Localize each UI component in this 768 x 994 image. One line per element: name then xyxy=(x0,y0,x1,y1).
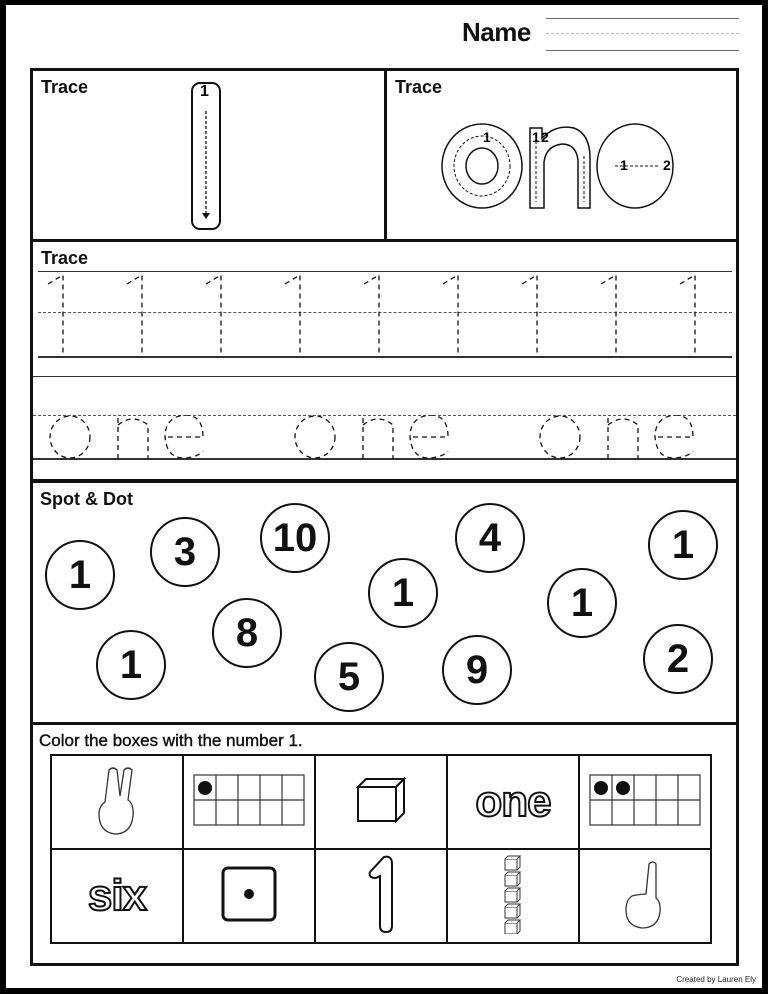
color-box-two-fingers[interactable] xyxy=(51,755,183,849)
two-fingers-hand-icon xyxy=(95,764,139,836)
stroke-label-o: 1 xyxy=(483,129,491,145)
stroke-label-n2: 2 xyxy=(541,129,549,145)
spot-and-dot-label: Spot & Dot xyxy=(40,489,133,509)
number-circle[interactable]: 1 xyxy=(547,568,617,638)
word-one-trace-icon[interactable] xyxy=(437,116,677,216)
number-circle[interactable]: 5 xyxy=(314,642,384,712)
color-box-cube-tower[interactable] xyxy=(447,849,579,943)
die-one-pip-icon xyxy=(221,866,277,922)
word-row-topline xyxy=(33,376,736,377)
number-row-baseline[interactable] xyxy=(38,356,732,358)
number-circle[interactable]: 4 xyxy=(455,503,525,573)
number-circle[interactable]: 10 xyxy=(260,503,330,573)
number-circle[interactable]: 1 xyxy=(45,540,115,610)
five-cube-tower-icon xyxy=(503,854,523,934)
number-circle[interactable]: 8 xyxy=(212,598,282,668)
color-boxes-grid xyxy=(50,754,712,944)
numeral-one-outline-icon xyxy=(366,854,396,934)
color-box-single-cube[interactable] xyxy=(315,755,447,849)
number-circle[interactable]: 1 xyxy=(648,510,718,580)
trace-lines-label: Trace xyxy=(41,248,89,268)
cube-icon xyxy=(356,777,406,823)
number-circle[interactable]: 3 xyxy=(150,517,220,587)
stroke-label-e2: 2 xyxy=(663,157,671,173)
color-box-word-six[interactable] xyxy=(51,849,183,943)
color-box-ten-frame-one[interactable] xyxy=(183,755,315,849)
ten-frame-one-dot-icon xyxy=(193,774,305,826)
name-label: Name xyxy=(462,17,531,47)
stroke-label-e1: 1 xyxy=(620,157,628,173)
credit-text: Created by Lauren Ely xyxy=(676,975,756,984)
color-boxes-instruction: Color the boxes with the number 1. xyxy=(39,731,303,750)
color-box-one-finger[interactable] xyxy=(579,849,711,943)
name-field-midline xyxy=(546,33,739,34)
number-circle[interactable]: 1 xyxy=(368,558,438,628)
one-finger-hand-icon xyxy=(623,858,667,930)
ten-frame-two-dots-icon xyxy=(589,774,701,826)
trace-number-label: Trace xyxy=(41,77,89,97)
dashed-words-trace-row[interactable] xyxy=(33,415,736,459)
number-circle[interactable]: 1 xyxy=(96,630,166,700)
word-six-outline: six xyxy=(87,871,147,920)
stroke-order-number: 1 xyxy=(200,83,209,100)
stroke-label-n1: 1 xyxy=(532,129,540,145)
color-box-word-one[interactable] xyxy=(447,755,579,849)
trace-number-panel xyxy=(30,68,387,242)
color-box-die-one[interactable] xyxy=(183,849,315,943)
dashed-ones-trace-row[interactable] xyxy=(38,272,732,356)
number-circle[interactable]: 9 xyxy=(442,635,512,705)
number-circle[interactable]: 2 xyxy=(643,624,713,694)
color-box-numeral-one[interactable] xyxy=(315,849,447,943)
numeral-one-trace-icon[interactable] xyxy=(190,81,222,231)
trace-word-panel xyxy=(384,68,739,242)
name-field-baseline xyxy=(546,50,739,51)
color-box-ten-frame-two[interactable] xyxy=(579,755,711,849)
name-field-line[interactable] xyxy=(546,18,739,19)
trace-word-label: Trace xyxy=(395,77,443,97)
trace-lines-panel xyxy=(30,239,739,482)
word-one-outline: one xyxy=(475,777,551,826)
